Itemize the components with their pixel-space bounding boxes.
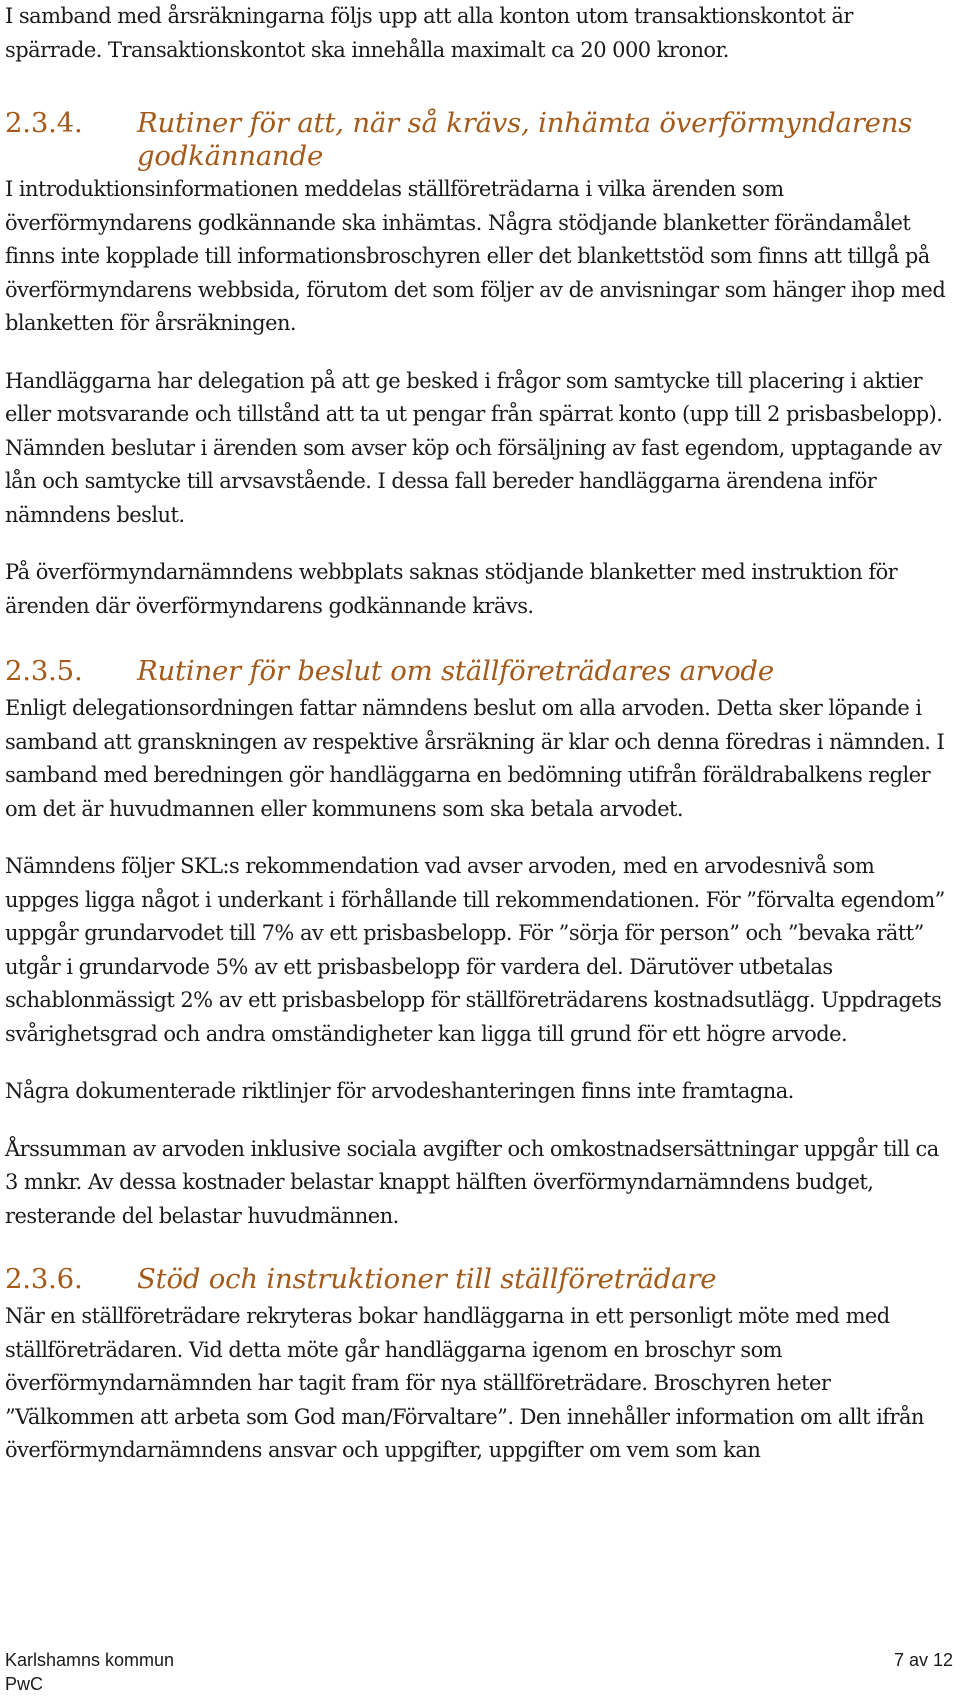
paragraph: Handläggarna har delegation på att ge besked i frågor som samtycke till placering i aktier eller motsvarande och tillstånd att ta ut pengar från spärrat konto (upp till 2 prisbasbelopp). Nämnden beslutar i ärenden som avser köp och försäljning av fast egendom, upptagande av lån och samtycke till arvsavstående. I dessa fall bereder handläggarna ärendena inför nämndens beslut.	[5, 368, 943, 527]
footer-auditor: PwC	[5, 1674, 44, 1694]
footer-organization: Karlshamns kommun	[5, 1650, 175, 1670]
page-number: 7 av 12	[893, 1650, 953, 1670]
paragraph-intro: I samband med årsräkningarna följs upp att alla konton utom transaktionskontot är spärrade. Transaktionskontot ska innehålla maximalt ca 20 000 kronor.	[5, 4, 853, 62]
section-title: Stöd och instruktioner till ställföreträdare	[137, 1263, 717, 1295]
paragraph: Några dokumenterade riktlinjer för arvodeshanteringen finns inte framtagna.	[5, 1079, 794, 1103]
section-heading-2-3-6	[5, 1263, 953, 1296]
section-title: Rutiner för att, när så krävs, inhämta överförmyndarens godkännande	[137, 107, 913, 172]
paragraph: På överförmyndarnämndens webbplats saknas stödjande blanketter med instruktion för ärenden där överförmyndarens godkännande krävs.	[5, 560, 898, 618]
section-title: Rutiner för beslut om ställföreträdares arvode	[137, 655, 774, 687]
paragraph: När en ställföreträdare rekryteras bokar handläggarna in ett personligt möte med med ställföreträdaren. Vid detta möte går handläggarna igenom en broschyr som överförmyndarnämnden har tagit fram för nya ställföreträdare. Broschyren heter ”Välkommen att arbeta som God man/Förvaltare”. Den innehåller information om allt ifrån överförmyndarnämndens ansvar och uppgifter, uppgifter om vem som kan	[5, 1304, 924, 1462]
paragraph: Enligt delegationsordningen fattar nämndens beslut om alla arvoden. Detta sker löpande i samband att granskningen av respektive årsräkning är klar och denna föredras i nämnden. I samband med beredningen gör handläggarna en bedömning utifrån föräldrabalkens regler om det är huvudmannen eller kommunens som ska betala arvodet.	[5, 696, 945, 821]
section-number: 2.3.5.	[5, 655, 83, 687]
paragraph: I introduktionsinformationen meddelas ställföreträdarna i vilka ärenden som överförmyndarens godkännande ska inhämtas. Några stödjande blanketter förändamålet finns inte kopplade till informationsbroschyren eller det blankettstöd som finns att tillgå på överförmyndarens webbsida, förutom det som följer av de anvisningar som hänger ihop med blanketten för årsräkningen.	[5, 177, 946, 335]
page-footer	[5, 1648, 953, 1696]
paragraph: Nämndens följer SKL:s rekommendation vad avser arvoden, med en arvodesnivå som uppges ligga något i underkant i förhållande till rekommendationen. För ”förvalta egendom” uppgår grundarvodet till 7% av ett prisbasbelopp. För ”sörja för person” och ”bevaka rätt” utgår i grundarvode 5% av ett prisbasbelopp för vardera del. Därutöver utbetalas schablonmässigt 2% av ett prisbasbelopp för ställföreträdarens kostnadsutlägg. Uppdragets svårighetsgrad och andra omständigheter kan ligga till grund för ett högre arvode.	[5, 854, 945, 1046]
section-number: 2.3.4.	[5, 107, 83, 139]
section-number: 2.3.6.	[5, 1263, 83, 1295]
section-heading-2-3-5	[5, 655, 953, 688]
document-page	[5, 0, 953, 1468]
section-heading-2-3-4	[5, 107, 953, 173]
paragraph: Årssumman av arvoden inklusive sociala avgifter och omkostnadsersättningar uppgår till ca 3 mnkr. Av dessa kostnader belastar knappt hälften överförmyndarnämndens budget, resterande del belastar huvudmännen.	[5, 1136, 939, 1228]
